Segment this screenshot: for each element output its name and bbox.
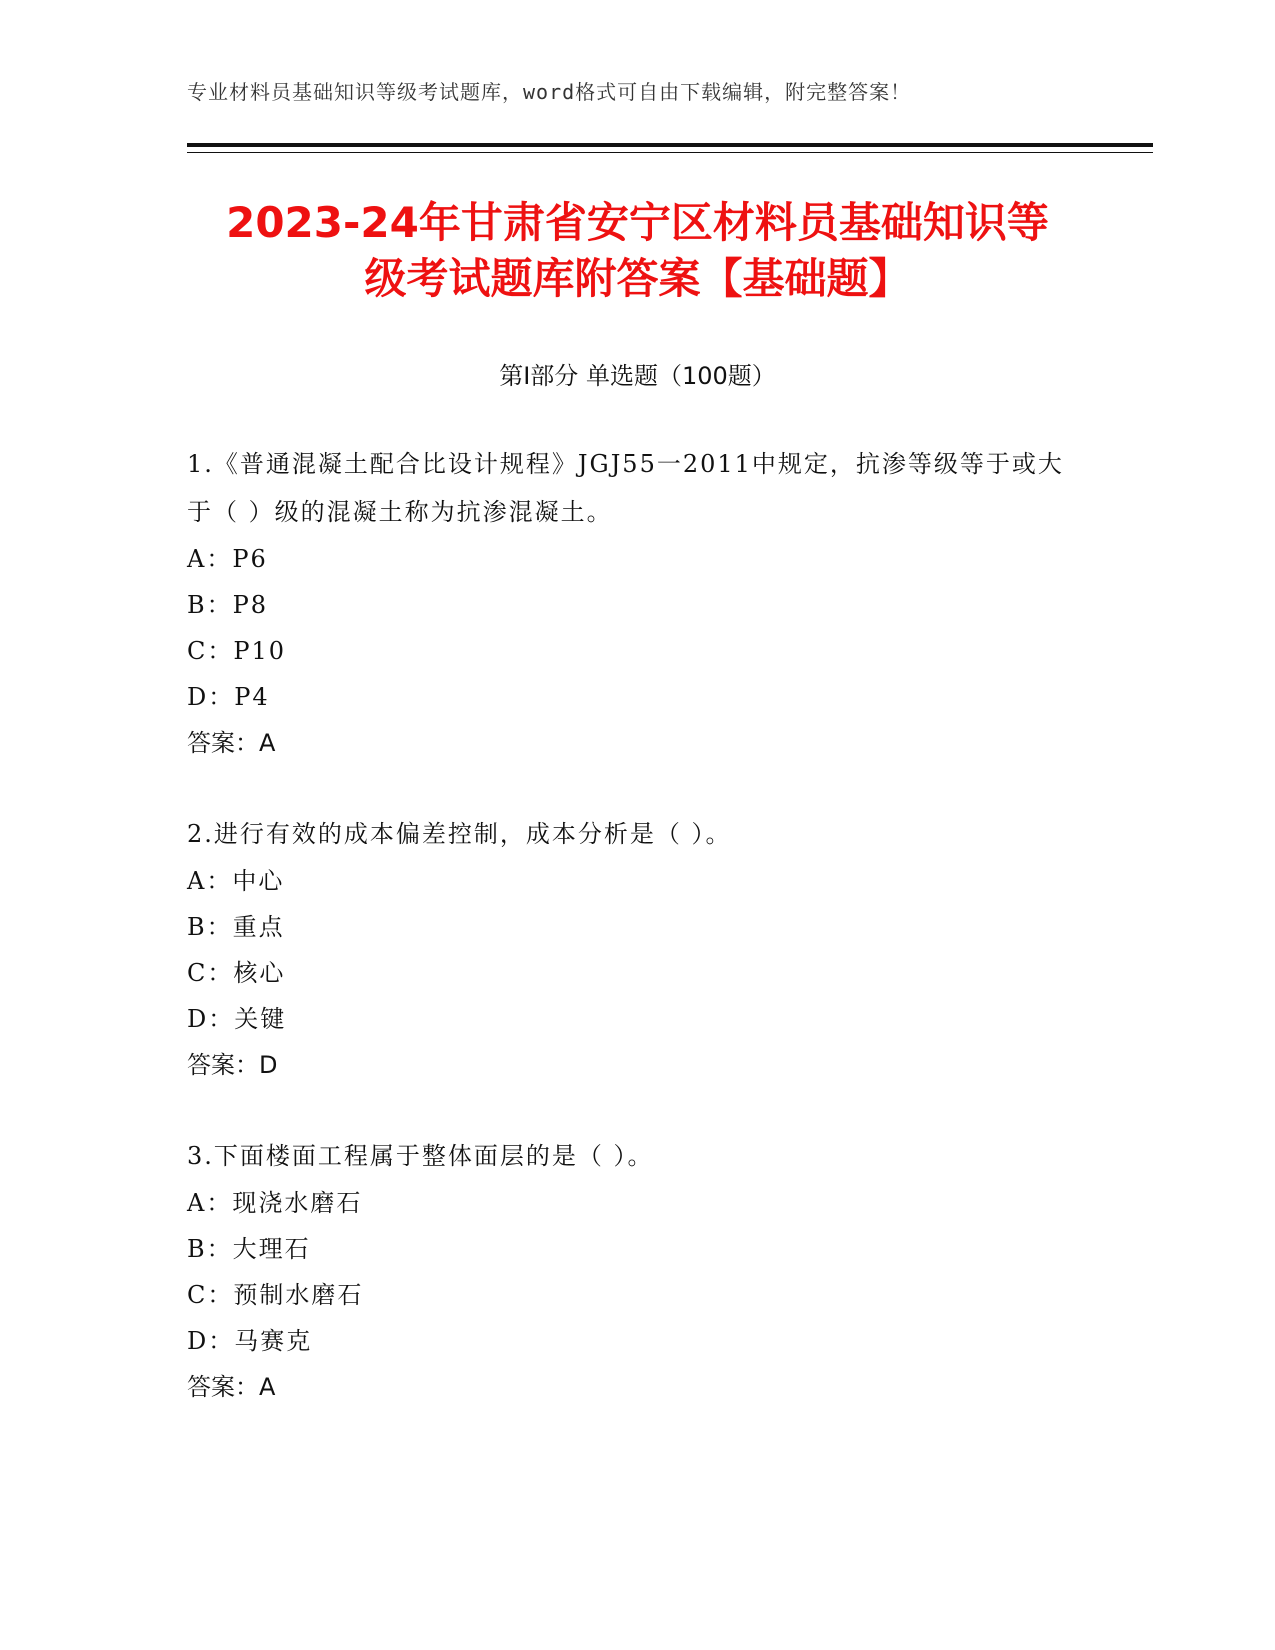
question-text: 3.下面楼面工程属于整体面层的是（ ）。 <box>187 1142 654 1170</box>
option-d: D：P4 <box>187 683 270 711</box>
question-text: 1.《普通混凝土配合比设计规程》JGJ55一2011中规定，抗渗等级等于或大于（ ）级的混凝土称为抗渗混凝土。 <box>187 450 1064 526</box>
option-a: A：中心 <box>187 867 285 895</box>
option-c: C：预制水磨石 <box>187 1281 364 1309</box>
option-a: A：现浇水磨石 <box>187 1189 363 1217</box>
title-line-2: 级考试题库附答案【基础题】 <box>364 254 911 303</box>
title-line-1: 2023-24年甘肃省安宁区材料员基础知识等 <box>226 198 1049 247</box>
question-2 <box>187 810 1067 1088</box>
option-b: B：大理石 <box>187 1235 311 1263</box>
document-title <box>150 195 1125 307</box>
section-heading: 第Ⅰ部分 单选题（100题） <box>499 362 776 390</box>
option-d: D：马赛克 <box>187 1327 313 1355</box>
option-c: C：核心 <box>187 959 286 987</box>
header-rule-thin <box>187 152 1153 153</box>
option-c: C：P10 <box>187 637 287 665</box>
option-d: D：关键 <box>187 1005 287 1033</box>
answer: 答案：D <box>187 1051 278 1079</box>
option-b: B：重点 <box>187 913 285 941</box>
question-text: 2.进行有效的成本偏差控制，成本分析是（ ）。 <box>187 820 732 848</box>
header-rule-thick <box>187 143 1153 147</box>
option-a: A：P6 <box>187 545 268 573</box>
header-note: 专业材料员基础知识等级考试题库，word格式可自由下载编辑，附完整答案！ <box>187 80 912 104</box>
answer: 答案：A <box>187 729 276 757</box>
question-list <box>187 440 1067 1454</box>
answer: 答案：A <box>187 1373 276 1401</box>
question-1 <box>187 440 1067 766</box>
question-3 <box>187 1132 1067 1410</box>
option-b: B：P8 <box>187 591 269 619</box>
